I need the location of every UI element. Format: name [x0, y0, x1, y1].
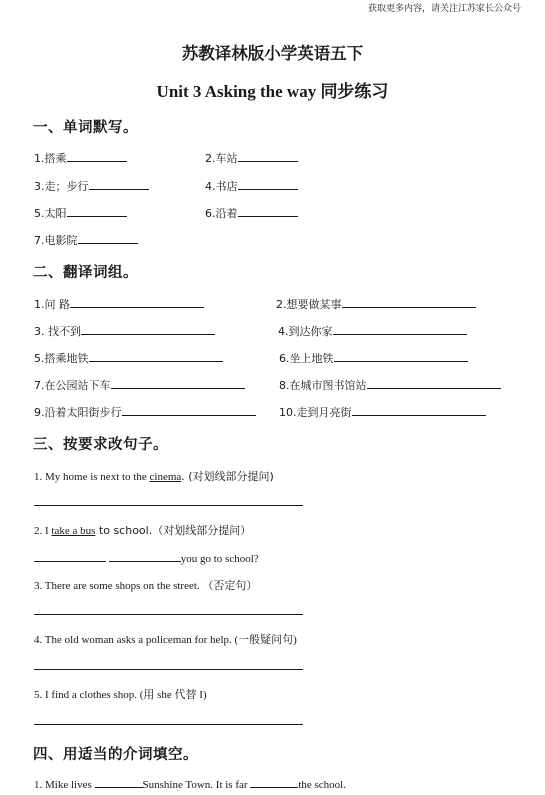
- answer-tail-text: you go to school?: [180, 553, 259, 565]
- item-label: 4.书店: [205, 180, 238, 193]
- item-label: 5.太阳: [34, 207, 67, 220]
- list-item: [34, 178, 149, 194]
- list-item: [34, 350, 223, 366]
- item-label: 8.在城市图书馆站: [279, 379, 367, 392]
- answer-blank[interactable]: [238, 179, 298, 190]
- item-label: 7.电影院: [34, 234, 78, 247]
- answer-blank[interactable]: [342, 297, 476, 308]
- question-instruction: to school.（对划线部分提问）: [95, 524, 252, 537]
- question-text: 2. I: [34, 525, 52, 537]
- question-instruction: . (对划线部分提问): [181, 470, 274, 483]
- answer-blank[interactable]: [238, 206, 298, 217]
- answer-blank[interactable]: [111, 378, 245, 389]
- list-item: [34, 296, 204, 312]
- list-item: [34, 205, 127, 221]
- question-text: Sunshine Town. It is far: [142, 779, 251, 791]
- answer-blank[interactable]: [89, 351, 223, 362]
- answer-blank[interactable]: [333, 324, 467, 335]
- question-text: the school.: [298, 779, 346, 791]
- answer-blank[interactable]: [95, 777, 143, 788]
- answer-line[interactable]: [34, 669, 303, 670]
- section-heading-4: 四、用适当的介词填空。: [33, 747, 198, 763]
- document-title: 苏教译林版小学英语五下: [181, 44, 364, 63]
- list-item: [205, 150, 298, 166]
- item-label: 6.坐上地铁: [279, 352, 334, 365]
- answer-blank[interactable]: [81, 324, 215, 335]
- question-1: [34, 468, 274, 484]
- list-item: [279, 404, 486, 420]
- question-4-1: [34, 777, 346, 791]
- answer-line[interactable]: [34, 505, 303, 506]
- list-item: [34, 232, 138, 248]
- list-item: [34, 404, 256, 420]
- item-label: 7.在公园站下车: [34, 379, 111, 392]
- answer-blank[interactable]: [89, 179, 149, 190]
- question-3: 3. There are some shops on the street. （否定句）: [34, 580, 258, 592]
- document-subtitle: Unit 3 Asking the way 同步练习: [156, 82, 389, 101]
- underlined-word: cinema: [149, 471, 182, 483]
- answer-blank[interactable]: [109, 551, 181, 562]
- item-label: 6.沿着: [205, 207, 238, 220]
- list-item: [34, 377, 245, 393]
- answer-blank[interactable]: [70, 297, 204, 308]
- list-item: [279, 350, 468, 366]
- answer-blank[interactable]: [67, 206, 127, 217]
- item-label: 2.想要做某事: [276, 298, 342, 311]
- list-item: [34, 323, 215, 339]
- question-2: [34, 522, 251, 538]
- section-heading-1: 一、单词默写。: [33, 120, 138, 136]
- list-item: [278, 323, 467, 339]
- answer-blank[interactable]: [122, 405, 256, 416]
- item-label: 1.搭乘: [34, 152, 67, 165]
- list-item: [276, 296, 476, 312]
- answer-blank[interactable]: [367, 378, 501, 389]
- list-item: [279, 377, 501, 393]
- item-label: 5.搭乘地铁: [34, 352, 89, 365]
- list-item: [205, 205, 298, 221]
- question-2-answer: [34, 551, 259, 565]
- section-heading-3: 三、按要求改句子。: [33, 437, 168, 453]
- question-5: 5. I find a clothes shop. (用 she 代替 I): [34, 689, 207, 701]
- answer-blank[interactable]: [334, 351, 468, 362]
- item-label: 4.到达你家: [278, 325, 333, 338]
- answer-blank[interactable]: [78, 233, 138, 244]
- question-4: 4. The old woman asks a policeman for help. (一般疑问句): [34, 634, 297, 646]
- answer-line[interactable]: [34, 614, 303, 615]
- question-text: 1. My home is next to the: [34, 471, 150, 483]
- list-item: [205, 178, 298, 194]
- answer-blank[interactable]: [238, 151, 298, 162]
- item-label: 3.走；步行: [34, 180, 89, 193]
- item-label: 3. 找不到: [34, 325, 81, 338]
- item-label: 1.问 路: [34, 298, 70, 311]
- answer-blank[interactable]: [34, 551, 106, 562]
- item-label: 10.走到月亮街: [279, 406, 352, 419]
- item-label: 2.车站: [205, 152, 238, 165]
- answer-blank[interactable]: [352, 405, 486, 416]
- answer-line[interactable]: [34, 724, 303, 725]
- answer-blank[interactable]: [250, 777, 298, 788]
- list-item: [34, 150, 127, 166]
- question-text: 1. Mike lives: [34, 779, 95, 791]
- underlined-word: take a bus: [51, 525, 96, 537]
- header-note: 获取更多内容，请关注江苏家长公众号: [367, 4, 521, 14]
- section-heading-2: 二、翻译词组。: [33, 265, 138, 281]
- answer-blank[interactable]: [67, 151, 127, 162]
- item-label: 9.沿着太阳街步行: [34, 406, 122, 419]
